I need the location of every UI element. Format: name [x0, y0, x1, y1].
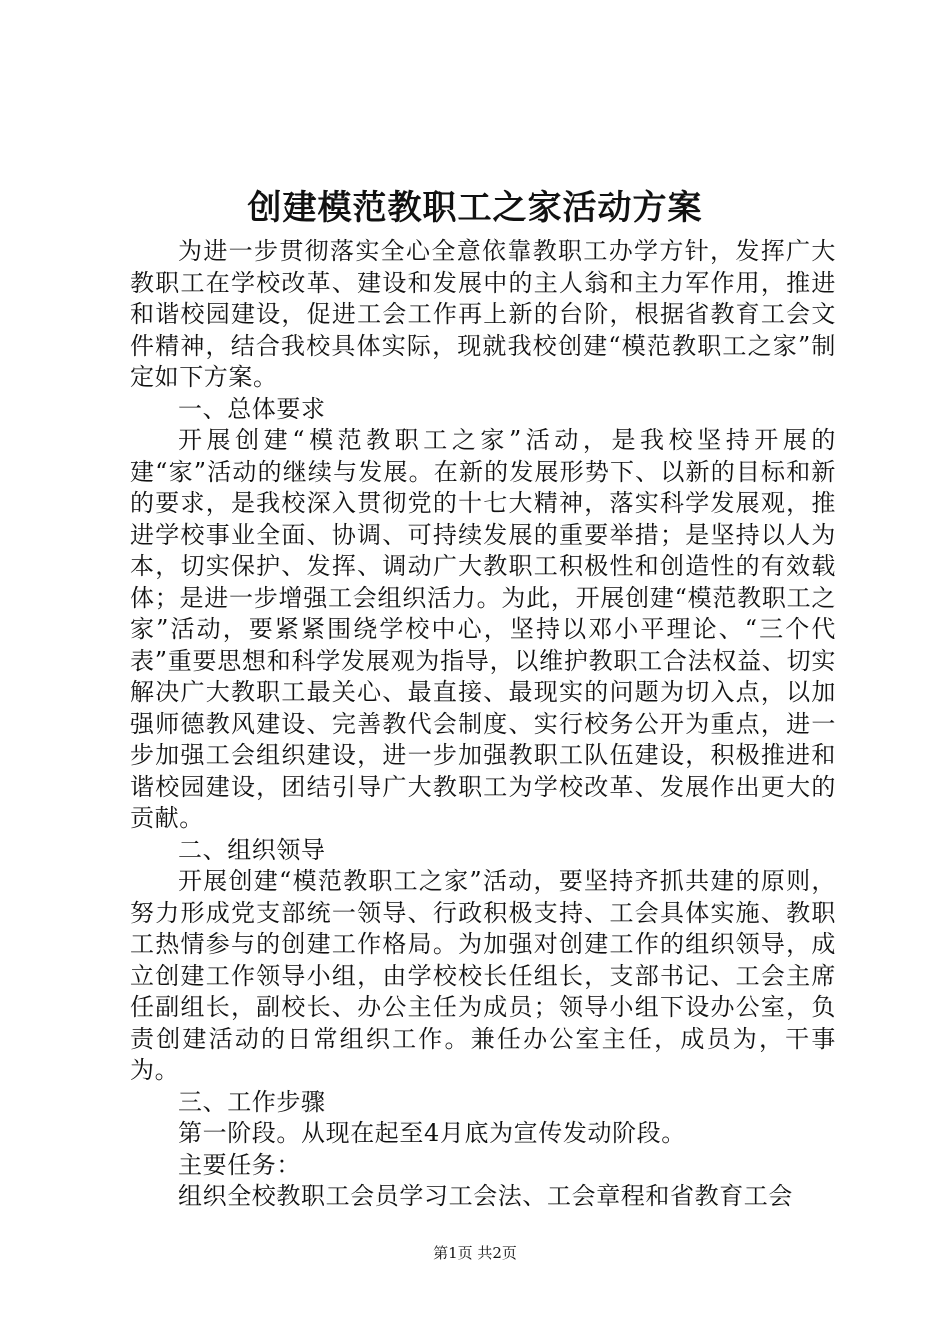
section-heading-organization: 二、组织领导: [178, 835, 326, 864]
paragraph-main-tasks-label: 主要任务：: [178, 1150, 301, 1179]
section-heading-general-requirements: 一、总体要求: [178, 394, 326, 423]
document-body: [130, 236, 836, 1213]
paragraph-stage-one: 第一阶段。从现在起至4月底为宣传发动阶段。: [178, 1119, 686, 1147]
paragraph-main-tasks: 组织全校教职工会员学习工会法、工会章程和省教育工会: [178, 1182, 793, 1210]
document-title: 创建模范教职工之家活动方案: [247, 188, 703, 228]
paragraph-general-requirements: 开展创建“模范教职工之家”活动，是我校坚持开展的建“家”活动的继续与发展。在新的发展形势下、以新的目标和新的要求，是我校深入贯彻党的十七大精神，落实科学发展观，推进学校事业全面、协调、可持续发展的重要举措；是坚持以人为本，切实保护、发挥、调动广大教职工积极性和创造性的有效载体；是进一步增强工会组织活力。为此，开展创建“模范教职工之家”活动，要紧紧围绕学校中心，坚持以邓小平理论、“三个代表”重要思想和科学发展观为指导，以维护教职工合法权益、切实解决广大教职工最关心、最直接、最现实的问题为切入点，以加强师德教风建设、完善教代会制度、实行校务公开为重点，进一步加强工会组织建设，进一步加强教职工队伍建设，积极推进和谐校园建设，团结引导广大教职工为学校改革、发展作出更大的贡献。: [130, 426, 836, 832]
paragraph-intro: 为进一步贯彻落实全心全意依靠教职工办学方针，发挥广大教职工在学校改革、建设和发展中的主人翁和主力军作用，推进和谐校园建设，促进工会工作再上新的台阶，根据省教育工会文件精神，结合我校具体实际，现就我校创建“模范教职工之家”制定如下方案。: [130, 237, 836, 391]
section-heading-work-steps: 三、工作步骤: [178, 1087, 326, 1116]
page-number-footer: 第1页 共2页: [433, 1244, 517, 1262]
paragraph-organization: 开展创建“模范教职工之家”活动，要坚持齐抓共建的原则，努力形成党支部统一领导、行政积极支持、工会具体实施、教职工热情参与的创建工作格局。为加强对创建工作的组织领导，成立创建工作领导小组，由学校校长任组长，支部书记、工会主席任副组长，副校长、办公主任为成员；领导小组下设办公室，负责创建活动的日常组织工作。兼任办公室主任，成员为，干事为。: [130, 867, 836, 1084]
